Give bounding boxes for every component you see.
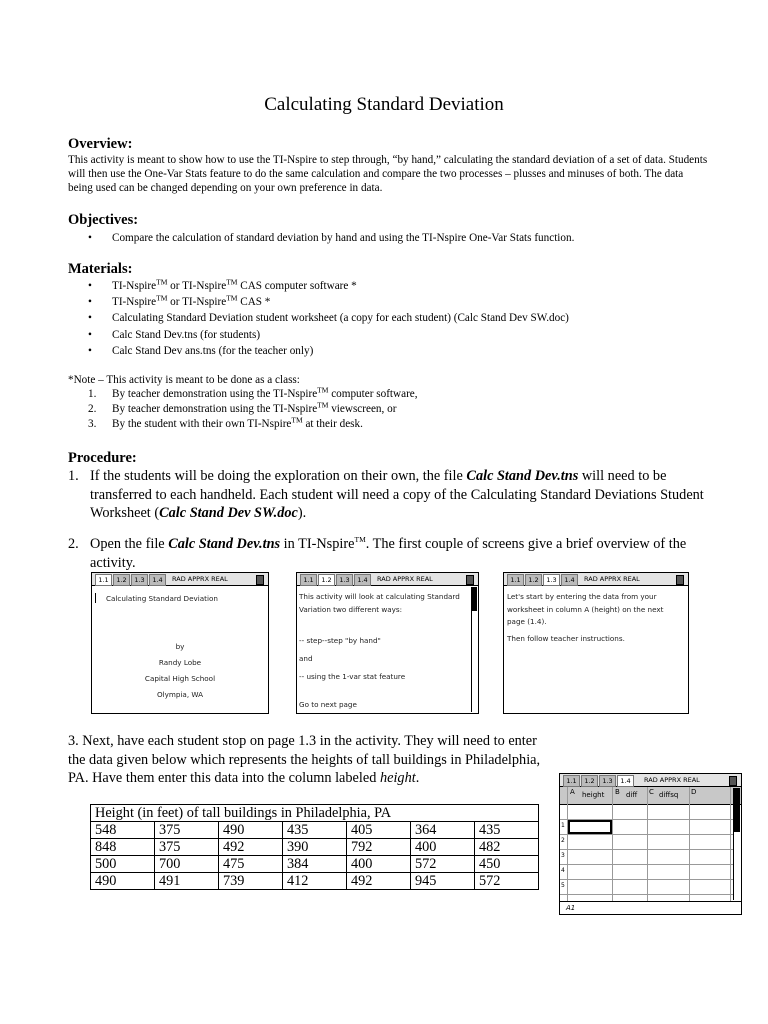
mode-indicator: RAD APPRX REAL — [377, 575, 433, 583]
table-cell: 400 — [411, 839, 475, 856]
table-caption: Height (in feet) of tall buildings in Philadelphia, PA — [91, 805, 539, 822]
table-cell: 492 — [219, 839, 283, 856]
list-item: 3. By the student with their own TI-Nspire™ at their desk. — [88, 415, 363, 430]
table-cell: 792 — [347, 839, 411, 856]
column-letter: C — [649, 788, 654, 796]
row-number: 4 — [561, 867, 565, 874]
tab-1-3: 1.3 — [336, 574, 353, 586]
table-cell: 572 — [475, 873, 539, 890]
list-item: 2. By teacher demonstration using the TI-Nspire™ viewscreen, or — [88, 400, 397, 415]
calculator-screen-1 — [91, 572, 269, 714]
tab-1-1: 1.1 — [563, 775, 580, 787]
table-cell: 375 — [155, 822, 219, 839]
table-cell: 405 — [347, 822, 411, 839]
note-list — [68, 387, 728, 432]
screen-text: Olympia, WA — [156, 690, 204, 699]
table-cell: 739 — [219, 873, 283, 890]
tab-1-4: 1.4 — [149, 574, 166, 586]
row-number: 5 — [561, 882, 565, 889]
battery-icon — [466, 575, 474, 585]
column-letter: B — [615, 788, 620, 796]
battery-icon — [256, 575, 264, 585]
table-cell: 572 — [411, 856, 475, 873]
table-cell: 364 — [411, 822, 475, 839]
table-cell: 435 — [475, 822, 539, 839]
calculator-screen-3 — [503, 572, 689, 714]
screen-text: -- step--step "by hand" — [299, 636, 381, 645]
list-item: • Calc Stand Dev ans.tns (for the teacher only) — [68, 343, 728, 359]
calculator-screen-2 — [296, 572, 479, 714]
scrollbar-thumb[interactable] — [734, 788, 740, 832]
tab-1-2: 1.2 — [318, 574, 335, 586]
tab-1-3: 1.3 — [599, 775, 616, 787]
procedure-step-1: 1. If the students will be doing the exploration on their own, the file Calc Stand Dev.tns will need to be transferred to each handheld. Each student will need a copy of the Calculating Standard Deviations Student Worksheet (Calc Stand Dev SW.doc). — [68, 468, 704, 521]
battery-icon — [676, 575, 684, 585]
calculator-spreadsheet — [559, 773, 742, 915]
overview-text: This activity is meant to show how to use the TI-Nspire to step through, “by hand,” calculating the standard deviation of a set of data. Students will then use the One-Var Stats feature to do the same calculation and compare the two processes – plusses and minuses of both. The data being used can be changed depending on your own preference in data. — [68, 154, 708, 195]
table-cell: 475 — [219, 856, 283, 873]
materials-list — [68, 278, 728, 359]
tab-bar — [504, 573, 688, 586]
column-letter: D — [691, 788, 697, 796]
table-cell: 945 — [411, 873, 475, 890]
page-title: Calculating Standard Deviation — [264, 94, 504, 115]
table-cell: 412 — [283, 873, 347, 890]
tab-1-4: 1.4 — [561, 574, 578, 586]
selected-cell[interactable] — [568, 820, 612, 834]
list-item: 1. By teacher demonstration using the TI-Nspire™ computer software, — [88, 385, 418, 400]
table-row — [91, 822, 539, 839]
table-cell: 482 — [475, 839, 539, 856]
table-cell: 700 — [155, 856, 219, 873]
list-item: • TI-Nspire™ or TI-Nspire™ CAS computer software * — [68, 278, 728, 294]
heights-table — [90, 804, 539, 890]
list-item: • Calculating Standard Deviation student worksheet (a copy for each student) (Calc Stand Dev SW.doc) — [68, 310, 728, 326]
screen-text: Let's start by entering the data from your worksheet in column A (height) on the next page (1.4). — [507, 592, 664, 626]
table-cell: 490 — [91, 873, 155, 890]
table-cell: 490 — [219, 822, 283, 839]
table-cell: 400 — [347, 856, 411, 873]
text-cursor — [95, 593, 96, 603]
tab-1-4: 1.4 — [354, 574, 371, 586]
overview-heading: Overview: — [68, 136, 133, 152]
table-cell: 450 — [475, 856, 539, 873]
column-header-diff[interactable]: diff — [626, 791, 638, 799]
column-header-height[interactable]: height — [582, 791, 605, 799]
objectives-heading: Objectives: — [68, 212, 139, 228]
tab-1-2: 1.2 — [525, 574, 542, 586]
table-cell: 548 — [91, 822, 155, 839]
tab-1-3: 1.3 — [543, 574, 560, 586]
procedure-step-3: 3. Next, have each student stop on page 1.3 in the activity. They will need to enter the data given below which represents the heights of tall buildings in Philadelphia, PA. Have them enter this data into the column labeled height. — [68, 733, 541, 786]
tab-1-2: 1.2 — [113, 574, 130, 586]
column-header-diffsq[interactable]: diffsq — [659, 791, 679, 799]
scrollbar[interactable] — [733, 788, 740, 900]
column-letter: A — [570, 788, 575, 796]
screen-text: Go to next page — [299, 700, 357, 709]
tab-bar — [297, 573, 478, 586]
mode-indicator: RAD APPRX REAL — [172, 575, 228, 583]
tab-1-4: 1.4 — [617, 775, 634, 787]
list-item: • TI-Nspire™ or TI-Nspire™ CAS * — [68, 294, 728, 310]
scrollbar[interactable] — [471, 587, 477, 712]
table-cell: 390 — [283, 839, 347, 856]
cell-reference: A1 — [560, 901, 741, 914]
screen-text: Capital High School — [144, 674, 216, 683]
objectives-list — [68, 230, 728, 246]
screen-text: and — [299, 654, 313, 663]
tab-1-1: 1.1 — [95, 574, 112, 586]
column-header-row — [560, 787, 741, 805]
table-cell: 375 — [155, 839, 219, 856]
row-number: 3 — [561, 852, 565, 859]
table-row — [91, 856, 539, 873]
table-cell: 491 — [155, 873, 219, 890]
table-row — [91, 839, 539, 856]
screen-text: by — [175, 642, 185, 651]
table-cell: 500 — [91, 856, 155, 873]
table-cell: 848 — [91, 839, 155, 856]
scrollbar-thumb[interactable] — [472, 587, 477, 611]
mode-indicator: RAD APPRX REAL — [584, 575, 640, 583]
table-cell: 384 — [283, 856, 347, 873]
table-cell: 492 — [347, 873, 411, 890]
screen-text: Then follow teacher instructions. — [507, 634, 625, 643]
list-item: • Compare the calculation of standard deviation by hand and using the TI-Nspire One-Var Stats function. — [68, 230, 728, 246]
tab-bar — [560, 774, 741, 787]
screen-text: This activity will look at calculating Standard Variation two different ways: — [299, 592, 460, 614]
procedure-heading: Procedure: — [68, 450, 137, 466]
tab-1-2: 1.2 — [581, 775, 598, 787]
table-row — [91, 873, 539, 890]
mode-indicator: RAD APPRX REAL — [644, 776, 700, 784]
battery-icon — [729, 776, 737, 786]
tab-1-1: 1.1 — [300, 574, 317, 586]
list-item: • Calc Stand Dev.tns (for students) — [68, 327, 728, 343]
note-intro: *Note – This activity is meant to be done as a class: — [68, 374, 300, 386]
row-number: 2 — [561, 837, 565, 844]
screen-text: Randy Lobe — [158, 658, 202, 667]
row-number: 1 — [561, 822, 565, 829]
screen-text: -- using the 1-var stat feature — [299, 672, 406, 681]
materials-heading: Materials: — [68, 261, 133, 277]
screen-text: Calculating Standard Deviation — [106, 594, 218, 603]
tab-1-1: 1.1 — [507, 574, 524, 586]
tab-bar — [92, 573, 268, 586]
procedure-step-2: 2. Open the file Calc Stand Dev.tns in TI-Nspire™. The first couple of screens give a brief overview of the activity. — [68, 535, 687, 571]
tab-1-3: 1.3 — [131, 574, 148, 586]
table-cell: 435 — [283, 822, 347, 839]
